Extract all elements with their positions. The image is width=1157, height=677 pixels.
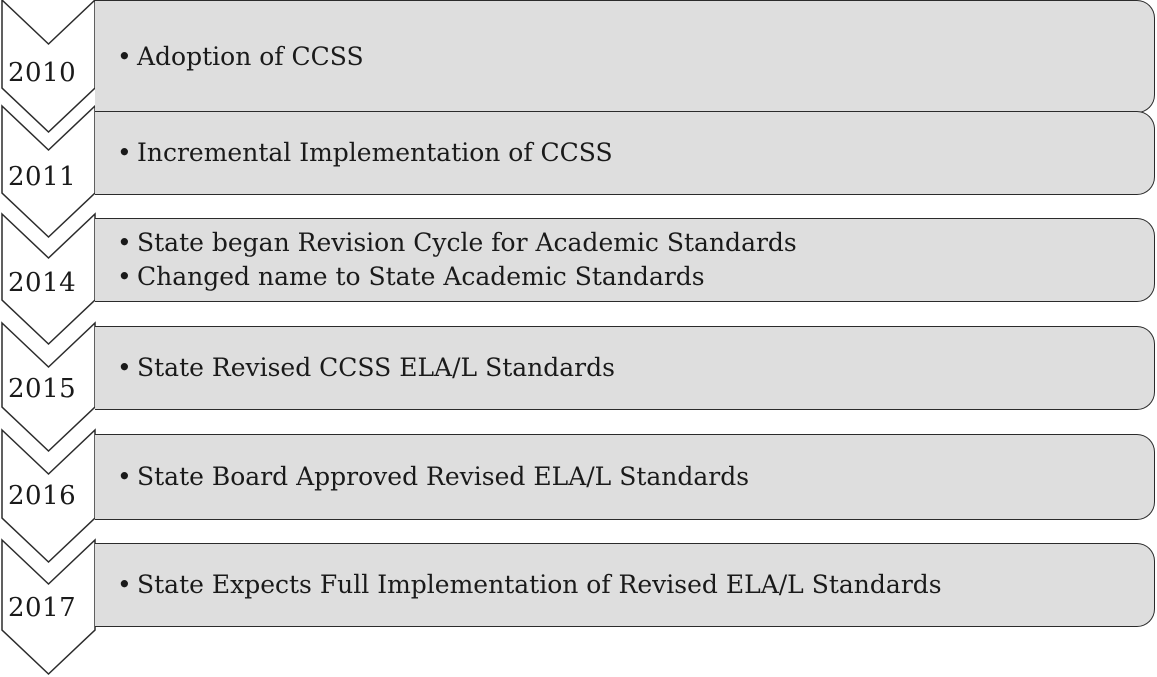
year-label-2010: 2010 [8, 58, 77, 88]
timeline-box-2017 [95, 543, 1155, 627]
timeline-item: • State Board Approved Revised ELA/L Standards [117, 462, 750, 491]
timeline-box-2015 [95, 326, 1155, 410]
year-label-2015: 2015 [8, 374, 77, 404]
timeline-box-2011 [95, 111, 1155, 195]
year-label-2014: 2014 [8, 268, 77, 298]
year-label-2011: 2011 [8, 162, 77, 192]
year-label-2016: 2016 [8, 481, 77, 511]
timeline-item: • State Revised CCSS ELA/L Standards [117, 353, 615, 382]
timeline-item: • State Expects Full Implementation of Revised ELA/L Standards [117, 570, 942, 599]
timeline-item: • Changed name to State Academic Standards [117, 262, 705, 291]
chevron-shapes [2, 0, 95, 674]
year-label-2017: 2017 [8, 593, 77, 623]
timeline-item: • Adoption of CCSS [117, 41, 364, 71]
timeline-item: • Incremental Implementation of CCSS [117, 138, 613, 167]
timeline-box-2016 [95, 434, 1155, 520]
timeline-item: • State began Revision Cycle for Academic Standards [117, 228, 797, 257]
timeline-box-2014 [95, 218, 1155, 302]
timeline-box-2010 [95, 0, 1155, 113]
